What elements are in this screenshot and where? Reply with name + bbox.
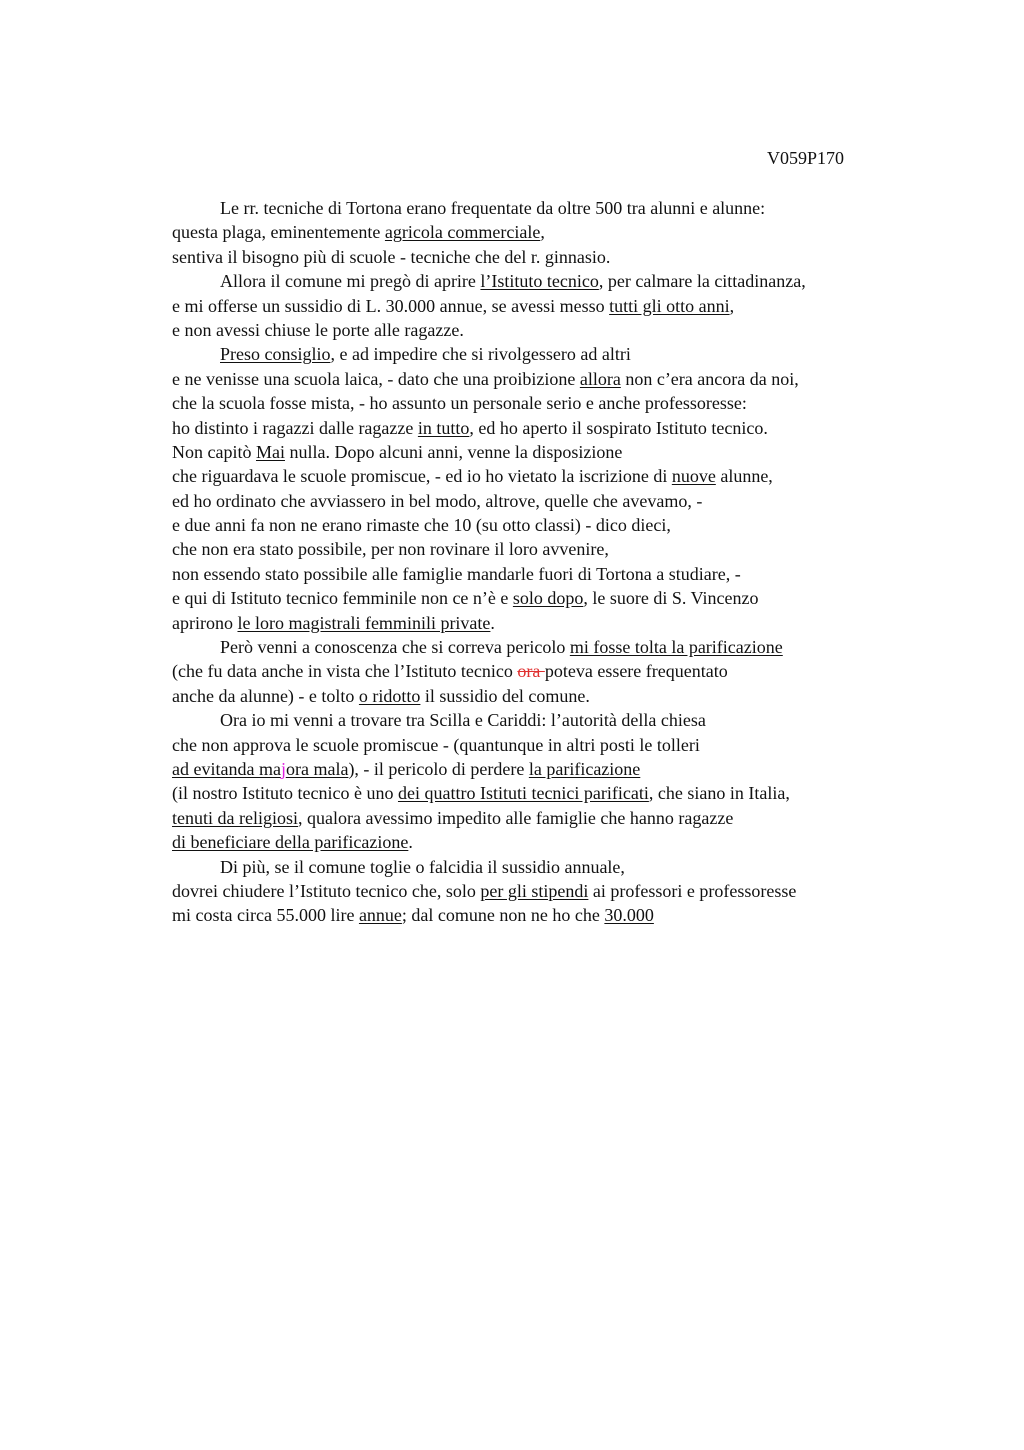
underlined-text: ad evitanda ma [172, 758, 281, 779]
text-segment: e ne venisse una scuola laica, - dato che una proibizione [172, 368, 580, 389]
text-segment: Allora il comune mi pregò di aprire [220, 271, 481, 292]
text-line [172, 513, 932, 537]
text-segment: (che fu data anche in vista che l’Istituto tecnico [172, 661, 518, 682]
text-segment: alunne, [715, 466, 773, 487]
underlined-text: di beneficiare della parificazione [172, 832, 409, 853]
underlined-text: nuove [671, 466, 716, 487]
underlined-text: per gli stipendi [480, 880, 589, 901]
text-segment: Ora io mi venni a trovare tra Scilla e Cariddi: l’autorità della chiesa [220, 710, 706, 731]
text-segment: (il nostro Istituto tecnico è uno [172, 783, 398, 804]
text-line [172, 708, 932, 732]
text-line [172, 830, 932, 854]
text-line [172, 196, 932, 220]
text-segment: mi costa circa 55.000 lire [172, 905, 359, 926]
text-segment: Non capitò [172, 441, 256, 462]
text-line [172, 635, 932, 659]
text-segment: e qui di Istituto tecnico femminile non ce n’è e [172, 588, 513, 609]
text-segment: Le rr. tecniche di Tortona erano frequentate da oltre 500 tra alunni e alunne: [220, 198, 766, 218]
text-segment: , [540, 222, 545, 243]
text-segment: , le suore di S. Vincenzo [583, 588, 759, 609]
underlined-text: j [280, 758, 286, 779]
text-segment: ho distinto i ragazzi dalle ragazze [172, 417, 418, 438]
text-line [172, 391, 932, 415]
text-segment: che non approva le scuole promiscue - (quantunque in altri posti le tolleri [172, 734, 700, 755]
struck-text: ora [517, 661, 545, 682]
document-body [172, 196, 932, 928]
text-line [172, 879, 932, 903]
text-line [172, 586, 932, 610]
text-segment: , [729, 295, 735, 316]
text-segment: Però venni a conoscenza che si correva pericolo [220, 637, 570, 658]
text-segment: che riguardava le scuole promiscue, - ed io ho vietato la iscrizione di [172, 466, 672, 487]
text-line [172, 855, 932, 879]
text-segment: Di più, se il comune toglie o falcidia il sussidio annuale, [220, 856, 625, 877]
text-line [172, 757, 932, 781]
text-segment: questa plaga, eminentemente [172, 222, 385, 243]
text-segment: anche da alunne) - e tolto [172, 685, 359, 706]
underlined-text: 30.000 [604, 905, 654, 926]
text-line [172, 781, 932, 805]
underlined-text: Preso consiglio [220, 344, 331, 365]
underlined-text: dei quattro Istituti tecnici parificati [397, 783, 649, 804]
text-line [172, 294, 932, 318]
text-line [172, 537, 932, 561]
text-segment: aprirono [172, 612, 238, 633]
text-line [172, 367, 932, 391]
text-line [172, 733, 932, 757]
underlined-text: ora mala [285, 758, 349, 779]
text-line [172, 806, 932, 830]
text-line [172, 440, 932, 464]
text-segment: , qualora avessimo impedito alle famiglie che hanno ragazze [297, 807, 734, 828]
text-segment: non essendo stato possibile alle famiglie mandarle fuori di Tortona a studiare, - [172, 563, 741, 584]
underlined-text: l’Istituto tecnico [480, 271, 599, 292]
underlined-text: o ridotto [358, 685, 421, 706]
text-segment: e non avessi chiuse le porte alle ragazze. [172, 319, 464, 340]
underlined-text: tutti gli otto anni [609, 295, 730, 316]
underlined-text: allora [579, 368, 621, 389]
text-segment: poteva essere frequentato [544, 661, 728, 682]
underlined-text: mi fosse tolta la parificazione [569, 637, 783, 658]
text-line [172, 903, 932, 927]
text-segment: il sussidio del comune. [420, 685, 590, 706]
text-segment: , per calmare la cittadinanza, [598, 271, 806, 292]
text-segment: ), - il pericolo di perdere [348, 758, 529, 779]
underlined-text: in tutto [417, 417, 470, 438]
underlined-text: annue [358, 905, 402, 926]
text-line [172, 269, 932, 293]
text-segment: non c’era ancora da noi, [620, 368, 799, 389]
text-line [172, 416, 932, 440]
text-line [172, 684, 932, 708]
text-segment: , ed ho aperto il sospirato Istituto tecnico. [469, 417, 768, 438]
text-line [172, 342, 932, 366]
text-line [172, 464, 932, 488]
text-segment: . [490, 612, 495, 633]
text-segment: , e ad impedire che si rivolgessero ad altri [330, 344, 631, 365]
text-line [172, 659, 932, 683]
text-line [172, 489, 932, 513]
text-segment: e mi offerse un sussidio di L. 30.000 annue, se avessi messo [172, 295, 610, 316]
text-segment: , che siano in Italia, [648, 783, 790, 804]
underlined-text: la parificazione [528, 758, 641, 779]
text-segment: . [408, 832, 413, 853]
text-segment: ed ho ordinato che avviassero in bel modo, altrove, quelle che avevamo, - [172, 490, 703, 511]
text-line [172, 318, 932, 342]
text-line [172, 245, 932, 269]
text-segment: nulla. Dopo alcuni anni, venne la disposizione [284, 441, 623, 462]
text-segment: sentiva il bisogno più di scuole - tecniche che del r. ginnasio. [172, 246, 611, 267]
underlined-text: agricola commerciale [384, 222, 541, 243]
text-line [172, 220, 932, 244]
text-segment: che non era stato possibile, per non rovinare il loro avvenire, [172, 539, 609, 560]
underlined-text: solo dopo [512, 588, 584, 609]
underlined-text: tenuti da religiosi [172, 807, 298, 828]
text-line [172, 562, 932, 586]
text-segment: ; dal comune non ne ho che [401, 905, 605, 926]
text-segment: e due anni fa non ne erano rimaste che 10 (su otto classi) - dico dieci, [172, 515, 671, 536]
text-segment: dovrei chiudere l’Istituto tecnico che, solo [172, 880, 481, 901]
underlined-text: Mai [255, 441, 285, 462]
text-segment: ai professori e professoresse [588, 880, 797, 901]
underlined-text: le loro magistrali femminili private [237, 612, 491, 633]
text-line [172, 611, 932, 635]
document-reference-code: V059P170 [766, 148, 844, 168]
text-segment: che la scuola fosse mista, - ho assunto un personale serio e anche professoresse: [172, 393, 747, 414]
